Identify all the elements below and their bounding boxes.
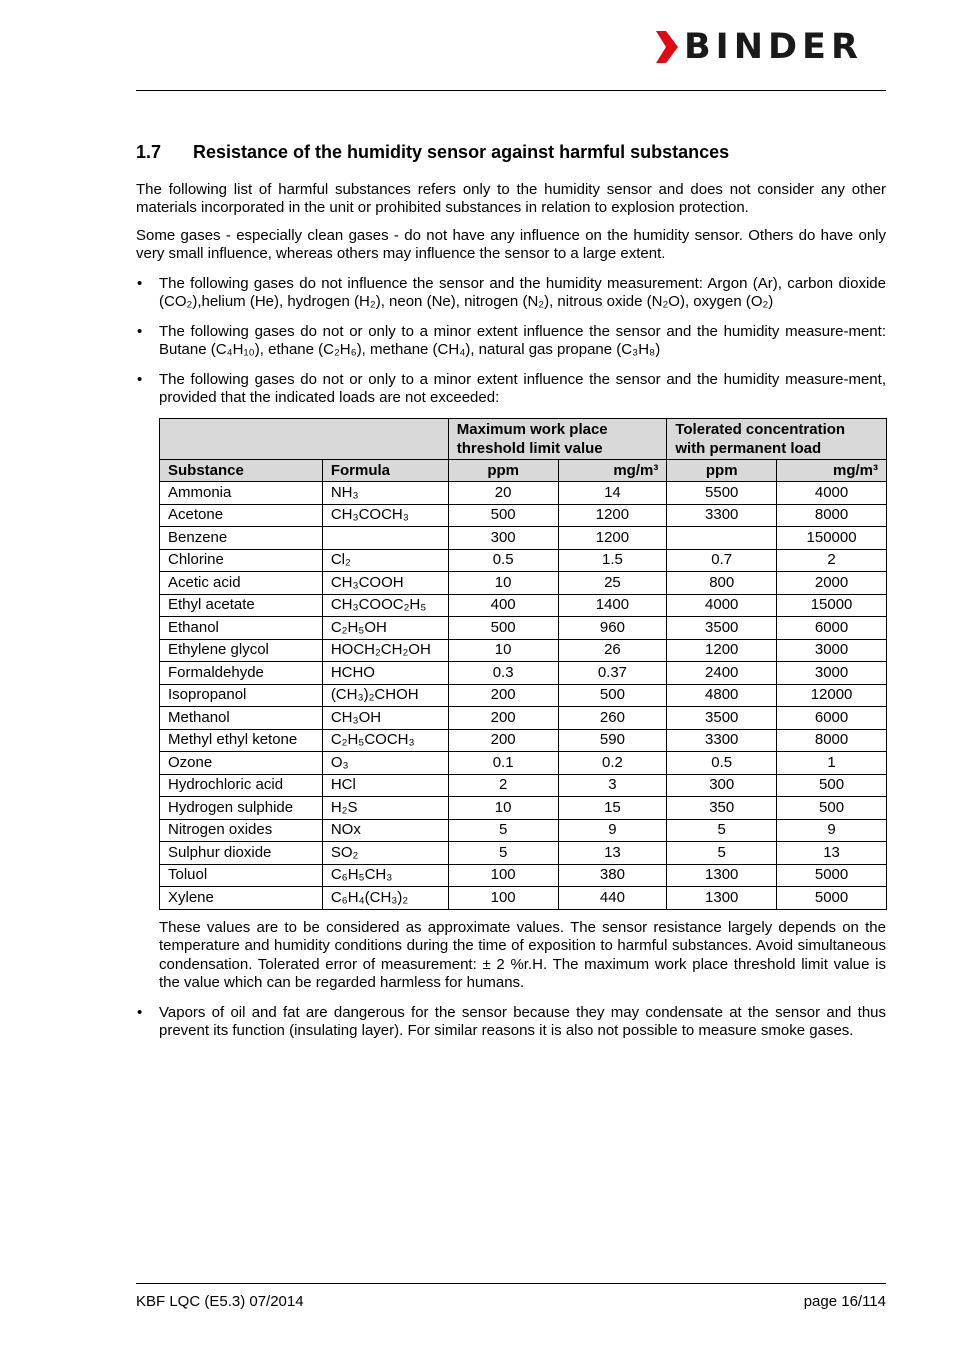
tolerated-ppm-cell: 5 — [667, 819, 777, 842]
bullet-marker: • — [137, 323, 143, 340]
tolerated-ppm-cell: 3500 — [667, 617, 777, 640]
formula-cell: NH₃ — [322, 482, 448, 505]
column-limit-ppm: ppm — [448, 460, 558, 482]
limit-mg-cell: 590 — [558, 729, 667, 752]
limit-mg-cell: 260 — [558, 707, 667, 730]
bullet-marker: • — [137, 275, 143, 292]
tolerated-mg-cell: 2000 — [777, 572, 887, 595]
tolerated-ppm-cell: 3500 — [667, 707, 777, 730]
formula-cell: Cl₂ — [322, 549, 448, 572]
binder-logo — [656, 27, 888, 67]
formula-cell: H₂S — [322, 797, 448, 820]
intro-paragraph: The following list of harmful substances refers only to the humidity sensor and does not consider any other materials incorporated in the unit or prohibited substances in relation to explosion protection. — [136, 181, 886, 217]
document-id: KBF LQC (E5.3) 07/2014 — [136, 1293, 304, 1310]
limit-ppm-cell: 5 — [448, 842, 558, 865]
substance-cell: Ethylene glycol — [160, 639, 323, 662]
limit-mg-cell: 15 — [558, 797, 667, 820]
formula-cell: CH₃COOH — [322, 572, 448, 595]
table-row — [160, 684, 887, 707]
tolerated-mg-cell: 12000 — [777, 684, 887, 707]
limit-ppm-cell: 400 — [448, 594, 558, 617]
tolerated-mg-cell: 4000 — [777, 482, 887, 505]
limit-mg-cell: 13 — [558, 842, 667, 865]
tolerated-mg-cell: 8000 — [777, 504, 887, 527]
limit-mg-cell: 14 — [558, 482, 667, 505]
limit-ppm-cell: 0.1 — [448, 752, 558, 775]
limit-ppm-cell: 5 — [448, 819, 558, 842]
formula-cell — [322, 527, 448, 550]
column-tolerated-ppm: ppm — [667, 460, 777, 482]
table-row — [160, 797, 887, 820]
tolerated-ppm-cell: 300 — [667, 774, 777, 797]
column-substance: Substance — [160, 460, 323, 482]
tolerated-mg-cell: 15000 — [777, 594, 887, 617]
tolerated-mg-cell: 13 — [777, 842, 887, 865]
substance-cell: Chlorine — [160, 549, 323, 572]
limit-mg-cell: 960 — [558, 617, 667, 640]
column-tolerated-mg: mg/m³ — [777, 460, 887, 482]
limit-mg-cell: 380 — [558, 864, 667, 887]
limit-mg-cell: 3 — [558, 774, 667, 797]
section-title: Resistance of the humidity sensor against harmful substances — [193, 142, 730, 162]
tolerated-ppm-cell: 4000 — [667, 594, 777, 617]
substance-cell: Acetic acid — [160, 572, 323, 595]
tolerated-ppm-cell: 1200 — [667, 639, 777, 662]
tolerated-ppm-cell — [667, 527, 777, 550]
tolerated-mg-cell: 5000 — [777, 887, 887, 910]
header-rule — [136, 90, 886, 91]
tolerated-mg-cell: 8000 — [777, 729, 887, 752]
limit-ppm-cell: 300 — [448, 527, 558, 550]
table-row — [160, 662, 887, 685]
table-row — [160, 572, 887, 595]
header-blank-cell — [160, 419, 449, 460]
substance-cell: Formaldehyde — [160, 662, 323, 685]
tolerated-ppm-cell: 5500 — [667, 482, 777, 505]
tolerated-ppm-cell: 4800 — [667, 684, 777, 707]
tolerated-ppm-cell: 1300 — [667, 864, 777, 887]
footer-rule — [136, 1283, 886, 1284]
limit-mg-cell: 1.5 — [558, 549, 667, 572]
tolerated-mg-cell: 6000 — [777, 617, 887, 640]
limit-ppm-cell: 200 — [448, 707, 558, 730]
substance-cell: Hydrochloric acid — [160, 774, 323, 797]
gases-paragraph: Some gases - especially clean gases - do not have any influence on the humidity sensor. Others do have only very small influence, whereas others may influence the sensor to a large extent. — [136, 227, 886, 263]
formula-cell: C₆H₅CH₃ — [322, 864, 448, 887]
formula-cell: SO₂ — [322, 842, 448, 865]
limit-ppm-cell: 0.5 — [448, 549, 558, 572]
formula-cell: HCl — [322, 774, 448, 797]
tolerated-ppm-cell: 3300 — [667, 729, 777, 752]
tolerated-mg-cell: 6000 — [777, 707, 887, 730]
bullet-limited-loads: The following gases do not or only to a minor extent influence the sensor and the humidity measure-ment, provided that the indicated loads are not exceeded: — [159, 371, 886, 407]
substance-cell: Xylene — [160, 887, 323, 910]
limit-mg-cell: 500 — [558, 684, 667, 707]
bullet-marker: • — [137, 1004, 143, 1021]
limit-mg-cell: 1400 — [558, 594, 667, 617]
tolerated-mg-cell: 500 — [777, 797, 887, 820]
formula-cell: O₃ — [322, 752, 448, 775]
substance-cell: Methyl ethyl ketone — [160, 729, 323, 752]
formula-cell: CH₃COCH₃ — [322, 504, 448, 527]
limit-ppm-cell: 0.3 — [448, 662, 558, 685]
limit-ppm-cell: 10 — [448, 572, 558, 595]
table-row — [160, 707, 887, 730]
limit-mg-cell: 0.37 — [558, 662, 667, 685]
table-row — [160, 527, 887, 550]
page-number: page 16/114 — [803, 1293, 886, 1310]
formula-cell: HOCH₂CH₂OH — [322, 639, 448, 662]
limit-mg-cell: 26 — [558, 639, 667, 662]
limit-ppm-cell: 10 — [448, 797, 558, 820]
formula-cell: C₂H₅COCH₃ — [322, 729, 448, 752]
tolerated-ppm-cell: 350 — [667, 797, 777, 820]
substance-cell: Nitrogen oxides — [160, 819, 323, 842]
table-row — [160, 482, 887, 505]
section-heading — [136, 141, 729, 163]
substance-cell: Toluol — [160, 864, 323, 887]
limit-ppm-cell: 500 — [448, 504, 558, 527]
limit-mg-cell: 0.2 — [558, 752, 667, 775]
limit-ppm-cell: 500 — [448, 617, 558, 640]
tolerated-mg-cell: 3000 — [777, 662, 887, 685]
table-row — [160, 594, 887, 617]
substance-cell: Methanol — [160, 707, 323, 730]
tolerated-ppm-cell: 0.5 — [667, 752, 777, 775]
tolerated-mg-cell: 1 — [777, 752, 887, 775]
tolerated-ppm-cell: 3300 — [667, 504, 777, 527]
tolerated-ppm-cell: 5 — [667, 842, 777, 865]
limit-ppm-cell: 100 — [448, 887, 558, 910]
formula-cell: C₂H₅OH — [322, 617, 448, 640]
limit-mg-cell: 9 — [558, 819, 667, 842]
limit-mg-cell: 25 — [558, 572, 667, 595]
table-row — [160, 819, 887, 842]
substance-cell: Benzene — [160, 527, 323, 550]
substance-cell: Isopropanol — [160, 684, 323, 707]
limit-ppm-cell: 20 — [448, 482, 558, 505]
substance-cell: Ethanol — [160, 617, 323, 640]
tolerated-mg-cell: 9 — [777, 819, 887, 842]
tolerated-mg-cell: 150000 — [777, 527, 887, 550]
bullet-oil-vapors: Vapors of oil and fat are dangerous for the sensor because they may condensate at the sensor and thus prevent its function (insulating layer). For similar reasons it is also not possible to measure smoke gases. — [159, 1004, 886, 1040]
table-row — [160, 729, 887, 752]
substance-cell: Acetone — [160, 504, 323, 527]
approximate-values-note: These values are to be considered as approximate values. The sensor resistance largely depends on the temperature and humidity conditions during the time of exposition to harmful substances. Avoid simultaneous condensation. Tolerated error of measurement: ± 2 %r.H. The maximum work place threshold limit value is the value which can be regarded harmless for humans. — [159, 919, 886, 992]
limit-ppm-cell: 2 — [448, 774, 558, 797]
logo-arrow-icon — [656, 31, 678, 63]
table-row — [160, 842, 887, 865]
column-formula: Formula — [322, 460, 448, 482]
table-row — [160, 752, 887, 775]
formula-cell: HCHO — [322, 662, 448, 685]
tolerated-mg-cell: 3000 — [777, 639, 887, 662]
formula-cell: CH₃COOC₂H₅ — [322, 594, 448, 617]
bullet-marker: • — [137, 371, 143, 388]
formula-cell: NOx — [322, 819, 448, 842]
limit-ppm-cell: 100 — [448, 864, 558, 887]
formula-cell: (CH₃)₂CHOH — [322, 684, 448, 707]
bullet-minor-influence: The following gases do not or only to a minor extent influence the sensor and the humidity measure-ment: Butane (C₄H₁₀), ethane (C₂H₆), methane (CH₄), natural gas propane (C₃H₈) — [159, 323, 886, 359]
section-number: 1.7 — [136, 142, 162, 162]
brand-name: BINDER — [684, 27, 863, 67]
substance-cell: Hydrogen sulphide — [160, 797, 323, 820]
formula-cell: C₆H₄(CH₃)₂ — [322, 887, 448, 910]
formula-cell: CH₃OH — [322, 707, 448, 730]
substance-cell: Ammonia — [160, 482, 323, 505]
tolerated-mg-cell: 2 — [777, 549, 887, 572]
table-row — [160, 504, 887, 527]
tolerated-ppm-cell: 0.7 — [667, 549, 777, 572]
table-row — [160, 864, 887, 887]
table-row — [160, 617, 887, 640]
header-tolerated-concentration: Tolerated concentration with permanent load — [667, 419, 887, 460]
tolerated-mg-cell: 5000 — [777, 864, 887, 887]
table-row — [160, 549, 887, 572]
substance-cell: Sulphur dioxide — [160, 842, 323, 865]
limit-mg-cell: 440 — [558, 887, 667, 910]
tolerated-ppm-cell: 2400 — [667, 662, 777, 685]
column-limit-mg: mg/m³ — [558, 460, 667, 482]
table-row — [160, 639, 887, 662]
bullet-no-influence: The following gases do not influence the sensor and the humidity measurement: Argon (Ar), carbon dioxide (CO₂),helium (He), hydrogen (H₂), neon (Ne), nitrogen (N₂), nitrous oxide (N₂O), oxygen (O₂) — [159, 275, 886, 311]
tolerated-ppm-cell: 1300 — [667, 887, 777, 910]
table-row — [160, 887, 887, 910]
limit-ppm-cell: 200 — [448, 684, 558, 707]
limit-ppm-cell: 10 — [448, 639, 558, 662]
limit-mg-cell: 1200 — [558, 527, 667, 550]
substance-cell: Ozone — [160, 752, 323, 775]
harmful-substances-table — [159, 418, 887, 910]
table-row — [160, 774, 887, 797]
substance-cell: Ethyl acetate — [160, 594, 323, 617]
limit-ppm-cell: 200 — [448, 729, 558, 752]
header-work-place-limit: Maximum work place threshold limit value — [448, 419, 667, 460]
tolerated-mg-cell: 500 — [777, 774, 887, 797]
tolerated-ppm-cell: 800 — [667, 572, 777, 595]
limit-mg-cell: 1200 — [558, 504, 667, 527]
